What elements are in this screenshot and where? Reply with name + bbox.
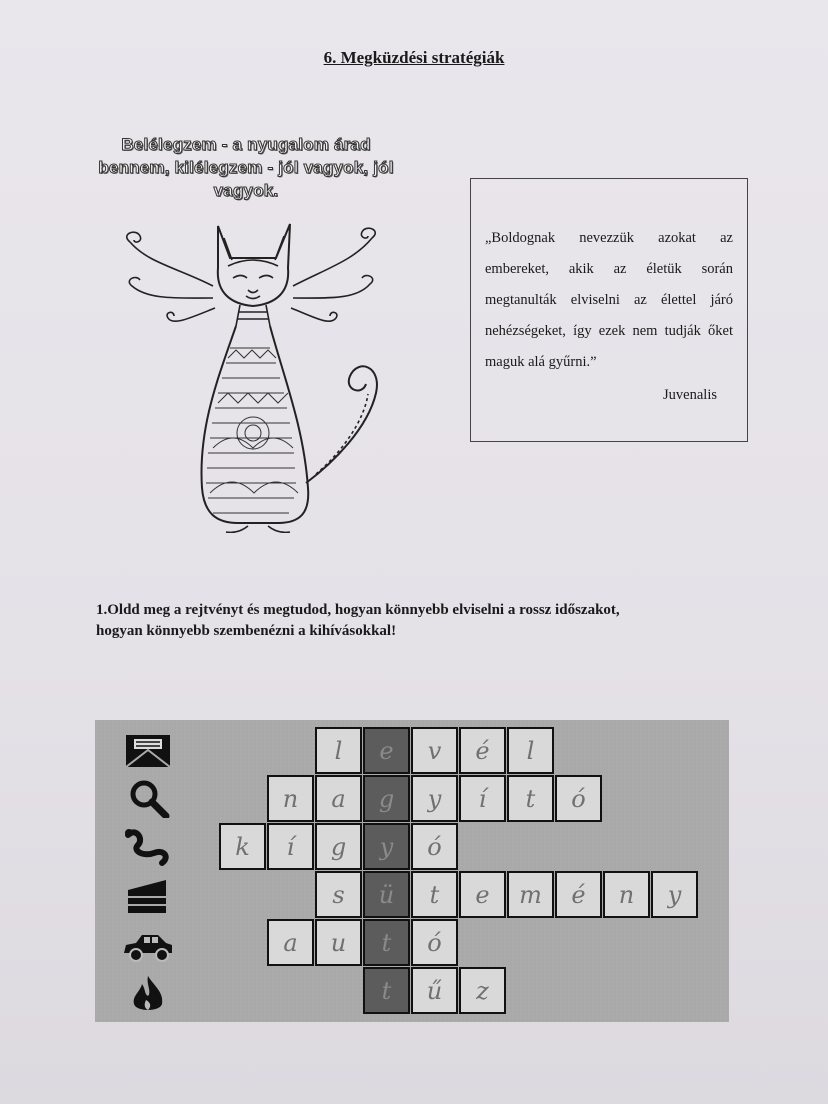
crossword-cell[interactable]: z [459,967,506,1014]
quote-author: Juvenalis [663,387,717,403]
crossword-cell[interactable]: ó [411,919,458,966]
task-instruction [96,600,756,642]
crossword-cell[interactable]: u [315,919,362,966]
crossword-cell[interactable]: ó [555,775,602,822]
crossword-cell[interactable]: y [411,775,458,822]
crossword-cell[interactable]: g [363,775,410,822]
crossword-cell[interactable]: t [411,871,458,918]
crossword-cell[interactable]: é [459,727,506,774]
crossword-cell[interactable]: a [315,775,362,822]
crossword-cell[interactable]: ü [363,871,410,918]
envelope-icon [120,730,176,770]
crossword-cell[interactable]: ű [411,967,458,1014]
crossword-cell[interactable]: ó [411,823,458,870]
magnifier-icon [120,778,176,818]
crossword-cell[interactable]: t [363,919,410,966]
crossword-cell[interactable]: y [363,823,410,870]
crossword-cell[interactable]: n [267,775,314,822]
cake-icon [120,876,176,916]
car-icon [120,925,176,965]
crossword-cell[interactable]: e [459,871,506,918]
crossword-cell[interactable]: í [459,775,506,822]
task-line-2: hogyan könnyebb szembenézni a kihívásokkal! [96,623,397,639]
crossword-cell[interactable]: t [507,775,554,822]
crossword-cell[interactable]: s [315,871,362,918]
crossword-cell[interactable]: í [267,823,314,870]
crossword-cell[interactable]: n [603,871,650,918]
crossword-cell[interactable]: l [507,727,554,774]
crossword-cell[interactable]: l [315,727,362,774]
crossword-cell[interactable]: t [363,967,410,1014]
crossword-cell[interactable]: é [555,871,602,918]
quote-text: „Boldognak nevezzük azokat az embereket, akik az életük során megtanulták elviselni az élettel járó nehézségeket, így ezek nem tudják őket maguk alá gyűrni.” [485,230,733,370]
cat-illustration [118,208,388,533]
crossword-cell[interactable]: m [507,871,554,918]
crossword-cell[interactable]: v [411,727,458,774]
task-line-1: 1.Oldd meg a rejtvényt és megtudod, hogyan könnyebb elviselni a rossz időszakot, [96,602,620,618]
crossword-cell[interactable]: y [651,871,698,918]
crossword-cell[interactable]: g [315,823,362,870]
snake-icon [120,827,176,867]
affirmation-text: Belélegzem - a nyugalom árad bennem, kilélegzem - jól vagyok, jól vagyok. [98,135,394,200]
page-title: 6. Megküzdési stratégiák [323,48,505,67]
fire-icon [120,974,176,1014]
crossword-cell[interactable]: k [219,823,266,870]
crossword-cell[interactable]: e [363,727,410,774]
quote-box [470,178,748,442]
crossword-cell[interactable]: a [267,919,314,966]
